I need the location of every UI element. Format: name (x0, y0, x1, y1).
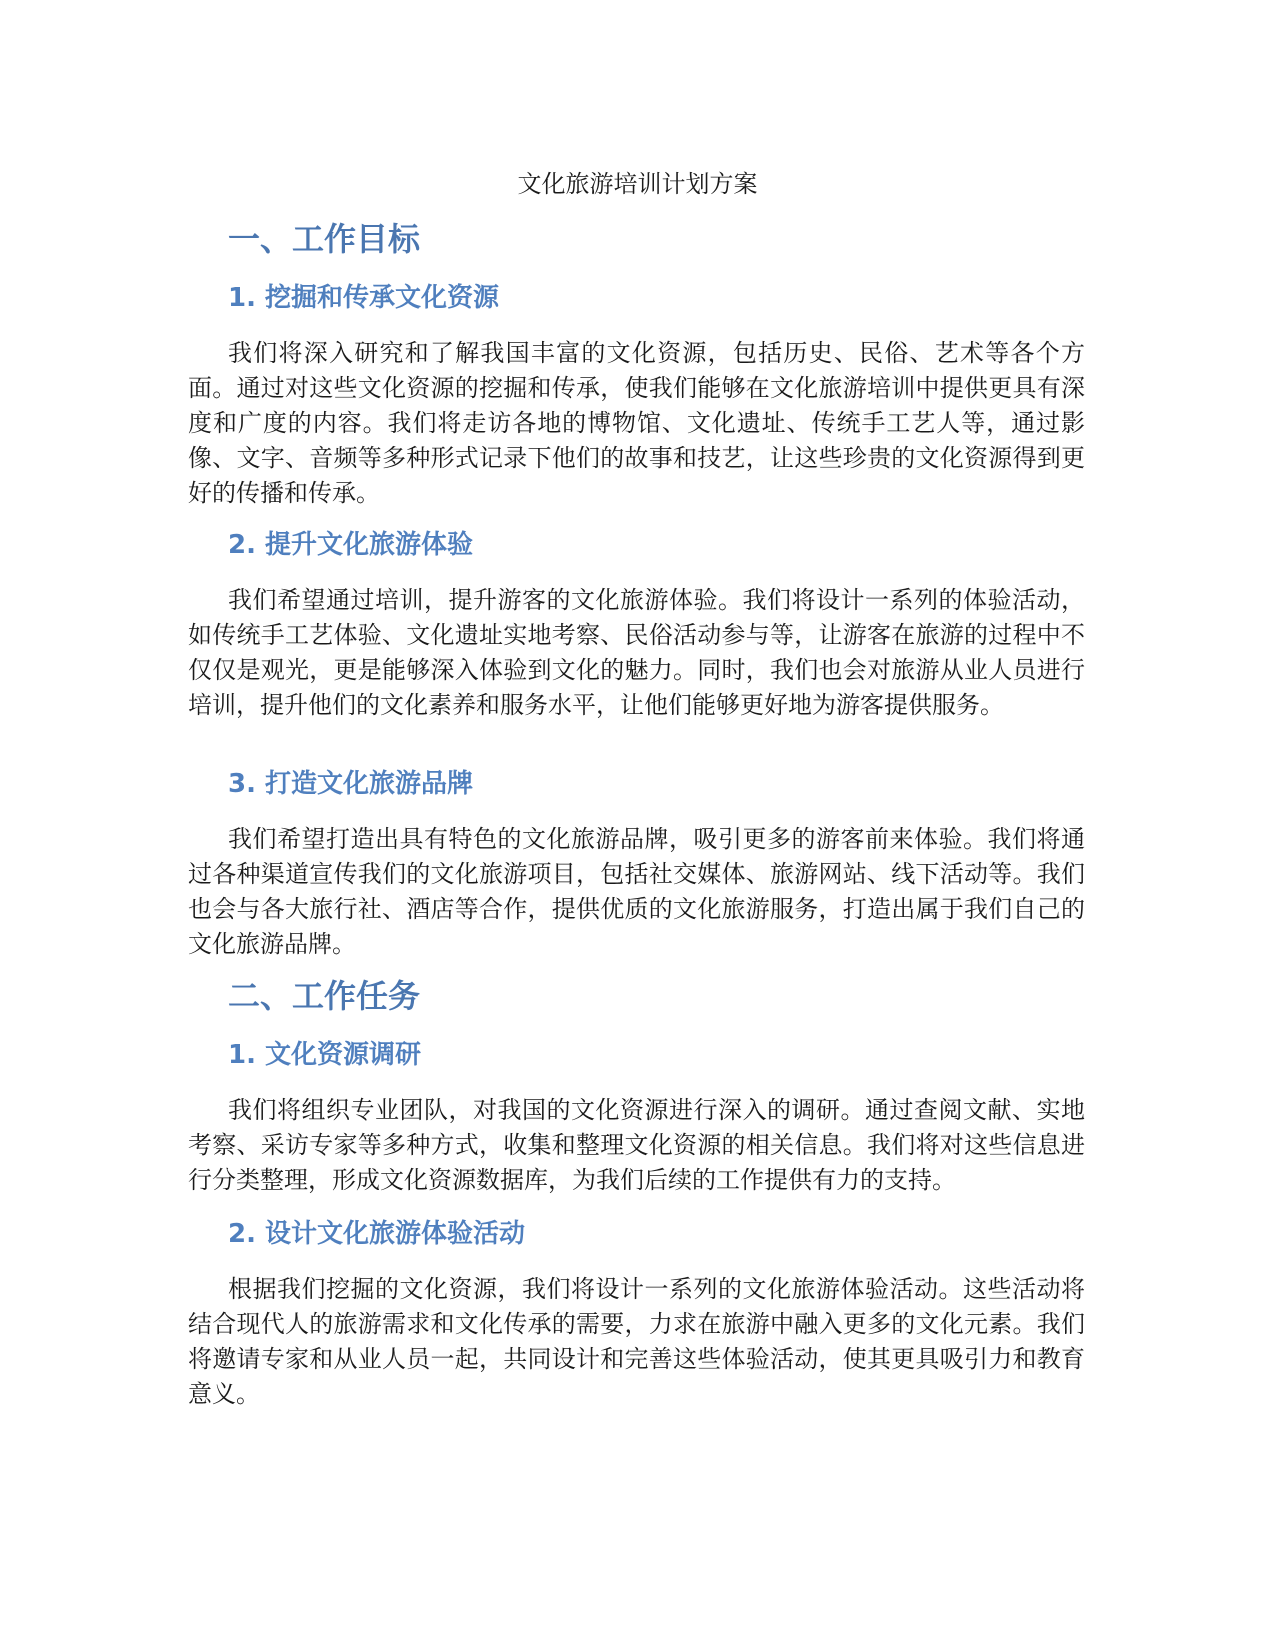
paragraph-1: 我们将深入研究和了解我国丰富的文化资源，包括历史、民俗、艺术等各个方面。通过对这些文化资源的挖掘和传承，使我们能够在文化旅游培训中提供更具有深度和广度的内容。我们将走访各地的博物馆、文化遗址、传统手工艺人等，通过影像、文字、音频等多种形式记录下他们的故事和技艺，让这些珍贵的文化资源得到更好的传播和传承。 (188, 339, 1085, 507)
paragraph-2: 我们希望通过培训，提升游客的文化旅游体验。我们将设计一系列的体验活动，如传统手工艺体验、文化遗址实地考察、民俗活动参与等，让游客在旅游的过程中不仅仅是观光，更是能够深入体验到文化的魅力。同时，我们也会对旅游从业人员进行培训，提升他们的文化素养和服务水平，让他们能够更好地为游客提供服务。 (188, 586, 1085, 719)
document-title: 文化旅游培训计划方案 (517, 170, 758, 198)
subsection-heading-1: 1. 挖掘和传承文化资源 (228, 283, 500, 313)
paragraph-4: 我们将组织专业团队，对我国的文化资源进行深入的调研。通过查阅文献、实地考察、采访专家等多种方式，收集和整理文化资源的相关信息。我们将对这些信息进行分类整理，形成文化资源数据库，为我们后续的工作提供有力的支持。 (188, 1096, 1085, 1194)
paragraph-5: 根据我们挖掘的文化资源，我们将设计一系列的文化旅游体验活动。这些活动将结合现代人的旅游需求和文化传承的需要，力求在旅游中融入更多的文化元素。我们将邀请专家和从业人员一起，共同设计和完善这些体验活动，使其更具吸引力和教育意义。 (188, 1275, 1085, 1408)
subsection-heading-3: 3. 打造文化旅游品牌 (228, 769, 474, 799)
section-heading-tasks: 二、工作任务 (228, 977, 421, 1015)
paragraph-3: 我们希望打造出具有特色的文化旅游品牌，吸引更多的游客前来体验。我们将通过各种渠道宣传我们的文化旅游项目，包括社交媒体、旅游网站、线下活动等。我们也会与各大旅行社、酒店等合作，提供优质的文化旅游服务，打造出属于我们自己的文化旅游品牌。 (188, 825, 1085, 958)
subsection-heading-5: 2. 设计文化旅游体验活动 (228, 1219, 526, 1249)
section-heading-goals: 一、工作目标 (228, 220, 421, 258)
subsection-heading-4: 1. 文化资源调研 (228, 1040, 422, 1070)
subsection-heading-2: 2. 提升文化旅游体验 (228, 530, 474, 560)
